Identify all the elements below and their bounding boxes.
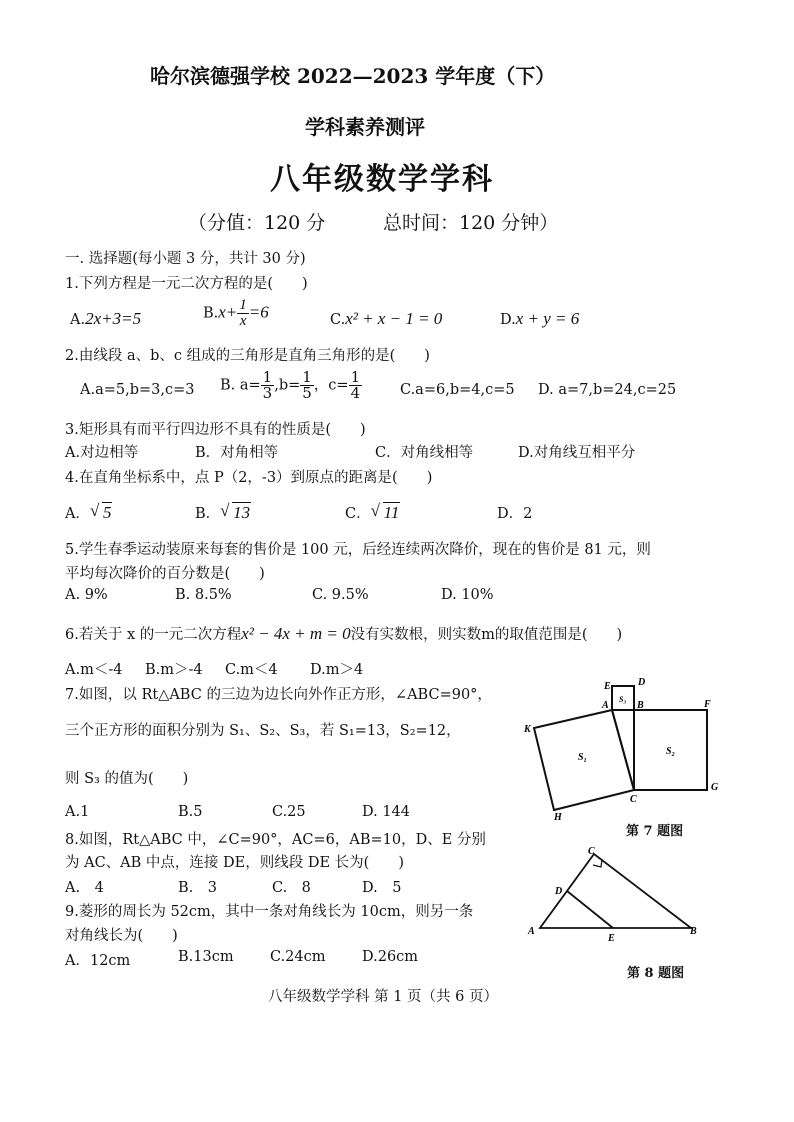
- label-d: D: [638, 677, 646, 688]
- q3-option-a: A.对边相等: [65, 445, 139, 461]
- q7-stem-line2: 三个正方形的面积分别为 S₁、S₂、S₃，若 S₁=13，S₂=12，: [65, 723, 461, 739]
- q7-stem-line1: 7.如图，以 Rt△ABC 的三边为边长向外作正方形，∠ABC=90°，: [65, 687, 492, 703]
- label-s3: S₃: [619, 695, 627, 704]
- figure-7-squares: [520, 672, 730, 822]
- q1-option-b: B.x+ $\frac{1}{x}$ =6: [203, 297, 269, 329]
- q9-stem-line2: 对角线长为( ): [65, 928, 178, 944]
- label-b: B: [637, 700, 644, 711]
- score-info: （分值：120 分: [188, 212, 326, 234]
- q6-stem: 6.若关于 x 的一元二次方程x² − 4x + m = 0没有实数根，则实数m的取值范围是( ): [65, 624, 623, 643]
- q2-option-a: A.a=5,b=3,c=3: [80, 382, 195, 398]
- q1-stem: 1.下列方程是一元二次方程的是( ): [65, 276, 308, 292]
- q4-option-b: B．√ 13: [195, 502, 251, 523]
- q2-option-c: C.a=6,b=4,c=5: [400, 382, 515, 398]
- figure-7-caption: 第 7 题图: [626, 824, 684, 839]
- q9-option-c: C.24cm: [270, 949, 326, 965]
- q5-option-d: D. 10%: [441, 587, 494, 603]
- q5-option-c: C. 9.5%: [312, 587, 369, 603]
- page-footer: 八年级数学学科 第 1 页（共 6 页）: [268, 989, 498, 1005]
- q9-option-d: D.26cm: [362, 949, 419, 965]
- label-d8: D: [555, 886, 563, 897]
- q8-option-c: C. 8: [272, 880, 311, 896]
- q9-option-b: B.13cm: [178, 949, 234, 965]
- q7-option-c: C.25: [272, 804, 306, 820]
- q4-option-c: C．√ 11: [345, 502, 400, 523]
- q6-option-c: C.m＜4: [225, 662, 278, 678]
- q2-option-d: D. a=7,b=24,c=25: [538, 382, 677, 398]
- q1-option-c: C.x² + x − 1 = 0: [330, 309, 443, 328]
- q3-option-b: B．对角相等: [195, 445, 279, 461]
- figure-8-caption: 第 8 题图: [627, 966, 685, 981]
- q5-option-a: A. 9%: [65, 587, 108, 603]
- section-heading: 一. 选择题(每小题 3 分，共计 30 分): [65, 251, 306, 267]
- q8-stem-line1: 8.如图，Rt△ABC 中，∠C=90°，AC=6，AB=10，D、E 分别: [65, 832, 486, 848]
- label-b8: B: [690, 926, 697, 937]
- q5-stem-line1: 5.学生春季运动装原来每套的售价是 100 元，后经连续两次降价，现在的售价是 81 元，则: [65, 542, 651, 558]
- figure-8-triangle: [520, 842, 710, 942]
- label-a: A: [602, 700, 609, 711]
- label-f: F: [704, 699, 711, 710]
- q9-option-a: A．12cm: [65, 953, 131, 969]
- q8-option-a: A. 4: [65, 880, 104, 896]
- q2-stem: 2.由线段 a、b、c 组成的三角形是直角三角形的是( ): [65, 348, 430, 364]
- q3-option-c: C．对角线相等: [375, 445, 474, 461]
- q7-option-b: B.5: [178, 804, 203, 820]
- label-e: E: [604, 681, 611, 692]
- label-s1: S₁: [578, 752, 588, 763]
- school-title: 哈尔滨德强学校 2022—2023 学年度（下）: [150, 64, 556, 88]
- label-e8: E: [608, 933, 615, 942]
- q4-stem: 4.在直角坐标系中，点 P（2，-3）到原点的距离是( ): [65, 470, 433, 486]
- q4-option-d: D．2: [497, 506, 533, 522]
- q8-stem-line2: 为 AC、AB 中点，连接 DE，则线段 DE 长为( ): [65, 855, 404, 871]
- q5-option-b: B. 8.5%: [175, 587, 232, 603]
- q8-option-b: B. 3: [178, 880, 217, 896]
- q2-option-b: B. a= $\frac{1}{3}$ ,b= $\frac{1}{5}$ ，c= $\frac{1}{4}$: [220, 368, 361, 402]
- label-k: K: [524, 724, 531, 735]
- subject-title: 八年级数学学科: [270, 162, 494, 197]
- q3-option-d: D.对角线互相平分: [518, 445, 636, 461]
- label-c: C: [630, 794, 637, 805]
- label-a8: A: [528, 926, 535, 937]
- label-h: H: [554, 812, 562, 822]
- label-s2: S₂: [666, 746, 676, 757]
- q5-stem-line2: 平均每次降价的百分数是( ): [65, 566, 265, 582]
- time-info: 总时间：120 分钟）: [383, 212, 559, 234]
- q9-stem-line1: 9.菱形的周长为 52cm，其中一条对角线长为 10cm，则另一条: [65, 904, 474, 920]
- label-g: G: [711, 782, 719, 793]
- q7-stem-line3: 则 S₃ 的值为( ): [65, 771, 189, 787]
- q6-option-d: D.m＞4: [310, 662, 364, 678]
- q6-option-a: A.m＜-4: [65, 662, 123, 678]
- q8-option-d: D. 5: [362, 880, 402, 896]
- q4-option-a: A．√ 5: [65, 502, 112, 523]
- q7-option-d: D. 144: [362, 804, 411, 820]
- q7-option-a: A.1: [65, 804, 90, 820]
- q6-option-b: B.m＞-4: [145, 662, 203, 678]
- exam-title: 学科素养测评: [305, 115, 425, 139]
- q1-option-d: D.x + y = 6: [500, 309, 580, 328]
- q1-option-a: A.2x+3=5: [70, 309, 142, 328]
- label-c8: C: [588, 846, 595, 857]
- q3-stem: 3.矩形具有而平行四边形不具有的性质是( ): [65, 422, 366, 438]
